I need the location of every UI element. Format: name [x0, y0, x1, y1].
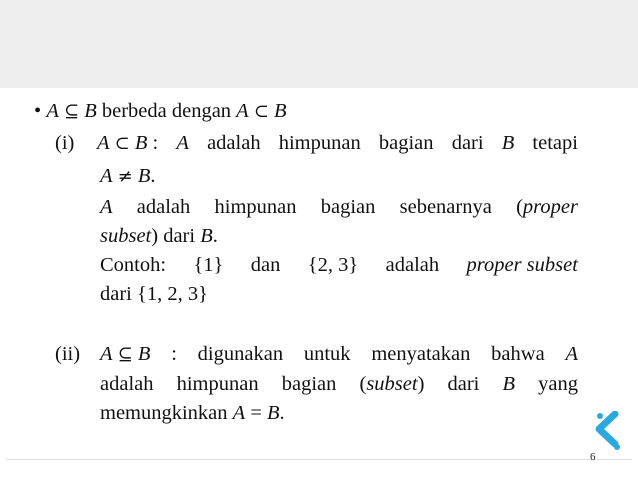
item-i-example-line: Contoh: {1} dan {2, 3} adalah proper subset: [100, 254, 578, 276]
var-a: A: [100, 165, 113, 187]
bullet-marker: •: [34, 100, 42, 122]
var-a: A: [100, 196, 113, 218]
var-a: A: [97, 132, 110, 154]
var-b: B: [502, 373, 516, 395]
subset-symbol: ⊂: [114, 133, 130, 154]
var-a: A: [100, 343, 113, 365]
var-b: B: [84, 100, 97, 122]
var-a: A: [236, 100, 249, 122]
page-number: 6: [590, 451, 596, 463]
var-a: A: [565, 343, 578, 365]
var-b: B: [137, 343, 151, 365]
var-b: B: [200, 225, 213, 247]
var-a: A: [46, 100, 59, 122]
var-b: B: [501, 132, 515, 154]
bullet-text: berbeda dengan: [96, 100, 237, 122]
item-i-line-1: A ⊂ B : A adalah himpunan bagian dari B tetapi: [97, 132, 578, 154]
var-b: B: [274, 100, 287, 122]
chevron-logo-icon: [591, 411, 627, 451]
var-b: B: [134, 132, 148, 154]
item-i-line-6: dari {1, 2, 3}: [100, 283, 208, 305]
item-ii-label: (ii): [55, 343, 81, 365]
var-a: A: [176, 132, 189, 154]
item-i-line-2: A ≠ B.: [100, 165, 156, 187]
not-equal-symbol: ≠: [117, 166, 133, 187]
item-ii-line-2: adalah himpunan bagian (subset) dari B yang: [100, 373, 578, 395]
item-ii-line-3: memungkinkan A = B.: [100, 402, 285, 424]
item-i-line-4: subset) dari B.: [100, 225, 218, 247]
item-ii-line-1: A ⊆ B : digunakan untuk menyatakan bahwa A: [100, 343, 578, 365]
subset-symbol: ⊂: [253, 101, 269, 122]
logo-dot: [614, 444, 620, 450]
footer-divider: [6, 459, 632, 460]
item-i-label: (i): [55, 132, 75, 154]
subseteq-symbol: ⊆: [117, 344, 133, 365]
subseteq-symbol: ⊆: [63, 101, 80, 122]
var-b: B: [267, 402, 280, 424]
var-b: B: [137, 165, 151, 187]
item-i-line-3: A adalah himpunan bagian sebenarnya (proper: [100, 196, 578, 218]
bullet-line: [34, 99, 287, 124]
logo-dot: [597, 413, 603, 419]
var-a: A: [232, 402, 246, 424]
